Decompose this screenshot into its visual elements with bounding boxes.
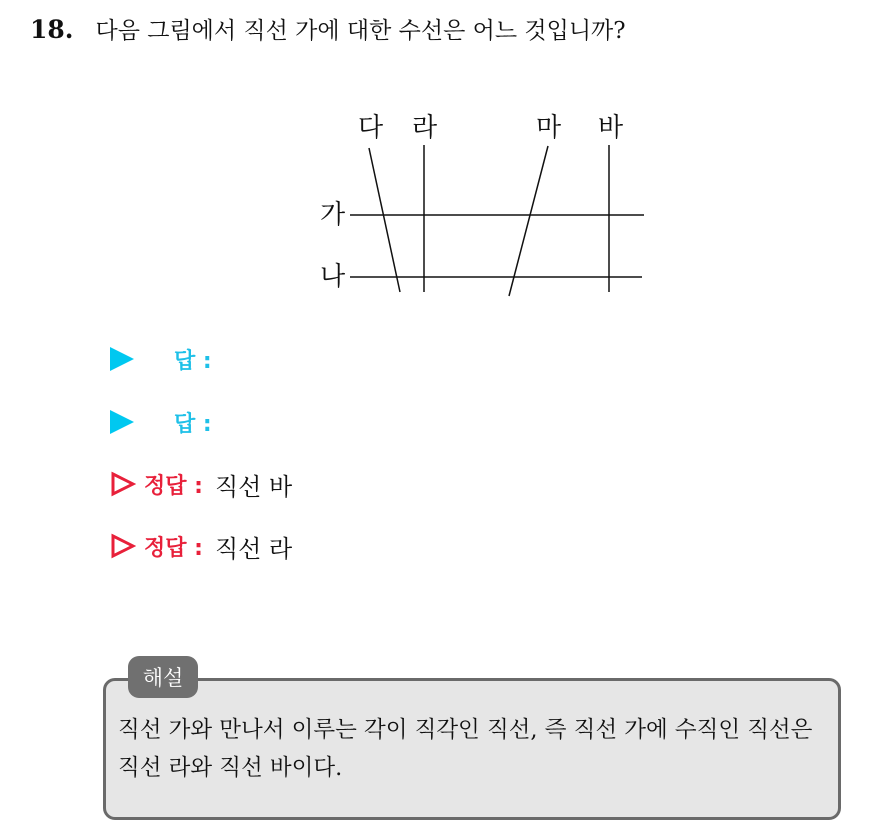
label-da: 다 <box>358 113 384 143</box>
play-triangle-icon <box>110 347 134 371</box>
label-ma: 마 <box>536 113 562 143</box>
answer-row-2 <box>110 405 212 439</box>
outline-triangle-icon <box>110 471 136 497</box>
label-ga: 가 <box>320 200 346 230</box>
explanation-badge: 해설 <box>128 656 198 698</box>
correct-answer-value: 직선 라 <box>214 534 293 563</box>
answer-row-1 <box>110 342 212 376</box>
correct-answer-label: 정답 : <box>144 473 203 499</box>
correct-answer-label: 정답 : <box>144 535 203 561</box>
play-triangle-icon <box>110 410 134 434</box>
correct-answer-row-2 <box>110 529 292 563</box>
label-na: 나 <box>320 262 346 292</box>
question-text: 다음 그림에서 직선 가에 대한 수선은 어느 것입니까? <box>95 18 626 44</box>
question <box>30 12 626 45</box>
line-da <box>369 148 400 292</box>
correct-answer-value: 직선 바 <box>214 472 293 501</box>
answer-label: 답 : <box>174 348 212 374</box>
correct-answer-row-1 <box>110 467 292 501</box>
answer-label: 답 : <box>174 411 212 437</box>
question-number: 18. <box>30 15 74 44</box>
explanation-text: 직선 가와 만나서 이루는 각이 직각인 직선, 즉 직선 가에 수직인 직선은 직선 라와 직선 바이다. <box>118 717 813 781</box>
line-ma <box>509 146 548 296</box>
label-ba: 바 <box>598 113 624 143</box>
line-figure <box>300 100 660 310</box>
label-ra: 라 <box>412 113 438 143</box>
outline-triangle-icon <box>110 533 136 559</box>
